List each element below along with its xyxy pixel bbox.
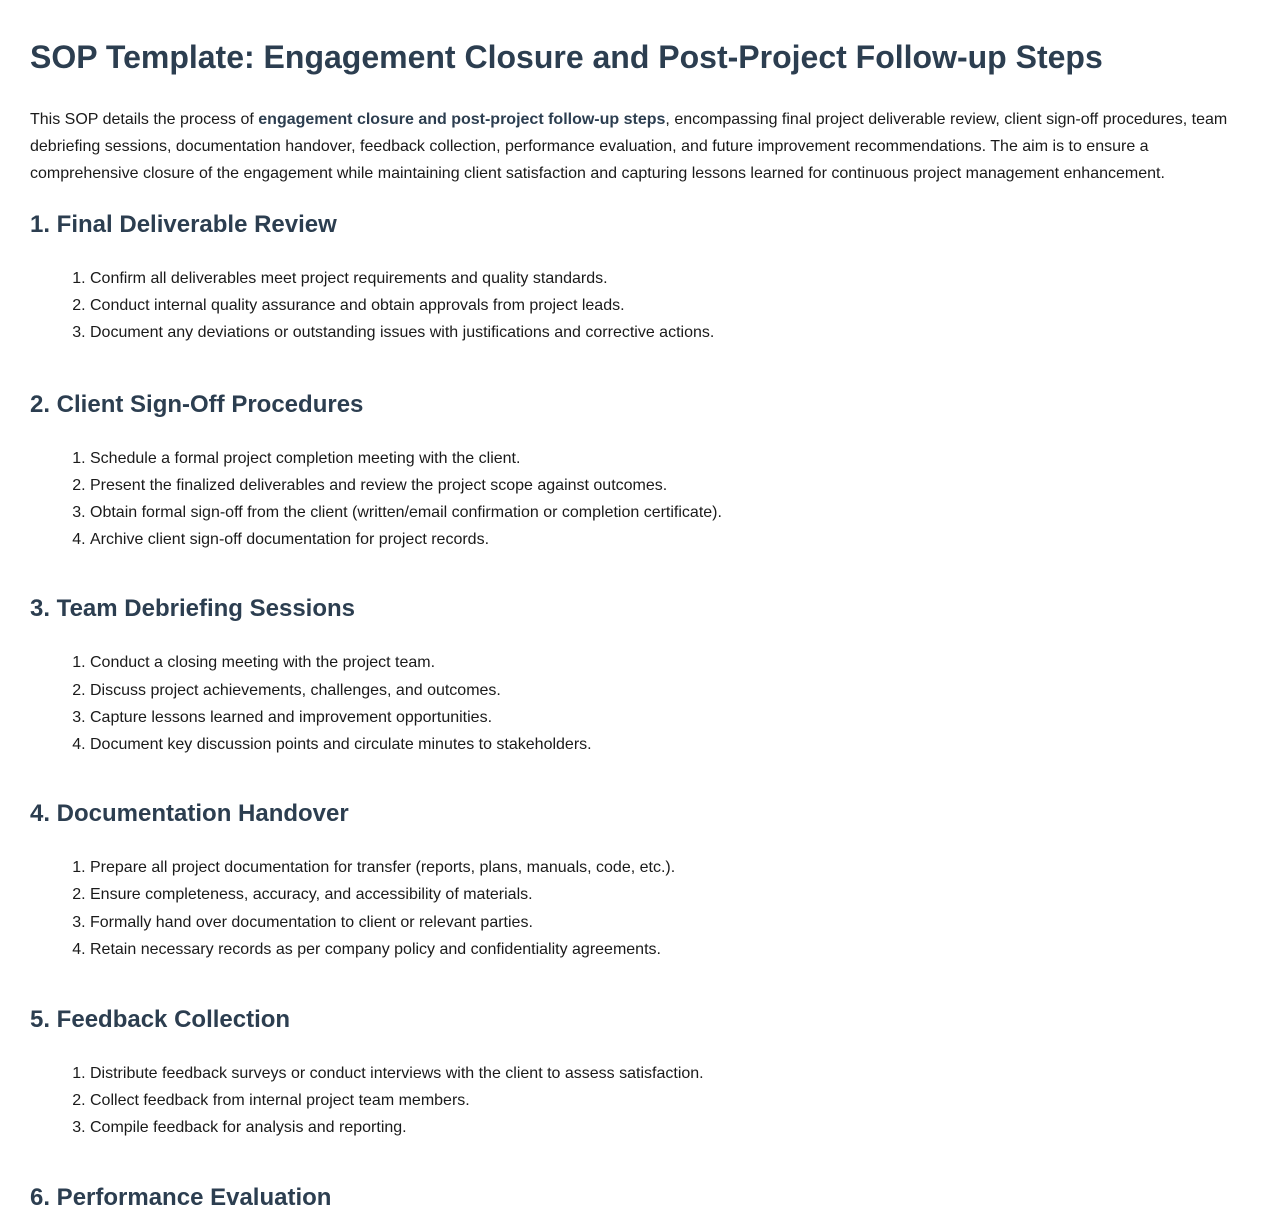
section-heading: 2. Client Sign-Off Procedures [30, 390, 364, 418]
steps-list [30, 1060, 1233, 1142]
section-feedback-collection [30, 1005, 1233, 1142]
list-item: 3. Compile feedback for analysis and reporting. [90, 1114, 1233, 1141]
list-item: 1. Prepare all project documentation for transfer (reports, plans, manuals, code, etc.). [90, 854, 1233, 881]
list-item: 4. Document key discussion points and circulate minutes to stakeholders. [90, 731, 1233, 758]
list-item: 1. Confirm all deliverables meet project requirements and quality standards. [90, 265, 1233, 292]
list-item: 4. Archive client sign-off documentation for project records. [90, 526, 1233, 553]
list-item: 1. Conduct a closing meeting with the project team. [90, 649, 1233, 676]
section-client-sign-off [30, 390, 1233, 554]
section-final-deliverable-review [30, 210, 1233, 347]
intro-text-bold: engagement closure and post-project follow-up steps [258, 111, 666, 128]
list-item: 1. Distribute feedback surveys or conduct interviews with the client to assess satisfaction. [90, 1060, 1233, 1087]
section-team-debriefing [30, 594, 1233, 758]
list-item: 2. Present the finalized deliverables and review the project scope against outcomes. [90, 472, 1233, 499]
section-performance-evaluation [30, 1183, 1233, 1213]
section-documentation-handover [30, 799, 1233, 963]
section-heading: 3. Team Debriefing Sessions [30, 595, 355, 623]
steps-list [30, 649, 1233, 758]
list-item: 3. Capture lessons learned and improvement opportunities. [90, 704, 1233, 731]
section-heading: 4. Documentation Handover [30, 800, 349, 828]
list-item: 3. Obtain formal sign-off from the client (written/email confirmation or completion certificate). [90, 499, 1233, 526]
list-item: 3. Document any deviations or outstanding issues with justifications and corrective actions. [90, 319, 1233, 346]
intro-text-before: This SOP details the process of [30, 111, 259, 128]
list-item: 4. Retain necessary records as per company policy and confidentiality agreements. [90, 936, 1233, 963]
list-item: 2. Discuss project achievements, challenges, and outcomes. [90, 677, 1233, 704]
section-heading: 1. Final Deliverable Review [30, 211, 337, 238]
list-item: 2. Collect feedback from internal project team members. [90, 1087, 1233, 1114]
page-title: SOP Template: Engagement Closure and Post-Project Follow-up Steps [30, 39, 1103, 75]
steps-list [30, 854, 1233, 963]
intro-text-after: , encompassing final project deliverable review, client sign-off procedures, team debriefing sessions, documentation handover, feedback collection, performance evaluation, and future improvement recommendations. The aim is to ensure a comprehensive closure of the engagement while maintaining client satisfaction and capturing lessons learned for continuous project management enhancement. [30, 111, 1228, 182]
list-item: 3. Formally hand over documentation to client or relevant parties. [90, 909, 1233, 936]
list-item: 2. Conduct internal quality assurance and obtain approvals from project leads. [90, 292, 1233, 319]
list-item: 1. Schedule a formal project completion meeting with the client. [90, 445, 1233, 472]
list-item: 2. Ensure completeness, accuracy, and accessibility of materials. [90, 881, 1233, 908]
section-heading: 6. Performance Evaluation [30, 1183, 332, 1211]
section-heading: 5. Feedback Collection [30, 1006, 291, 1034]
steps-list [30, 445, 1233, 554]
steps-list [30, 265, 1233, 347]
intro-paragraph [30, 106, 1233, 187]
